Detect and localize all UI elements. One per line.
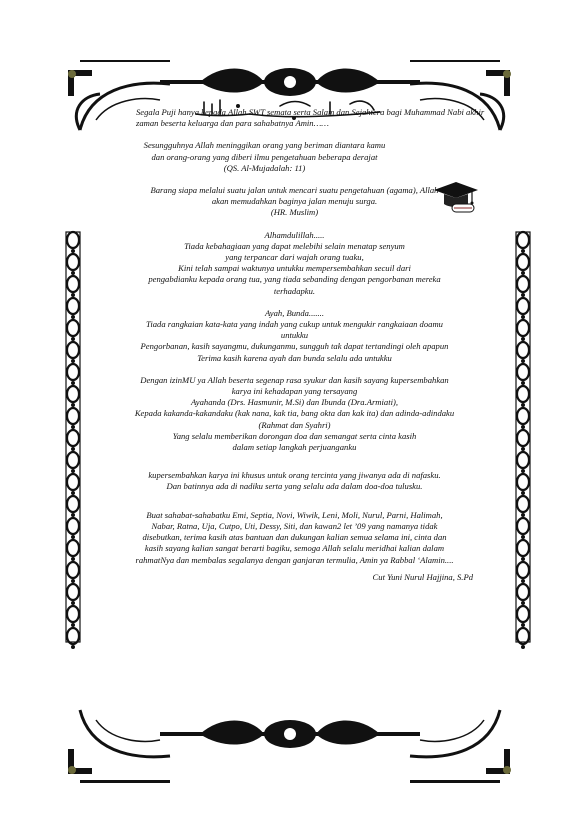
- quran-quote: [92, 140, 497, 174]
- hadith-quote: [92, 185, 497, 219]
- friends-paragraph: [92, 510, 497, 566]
- quote-line: Sesungguhnya Allah meninggikan orang yang beriman diantara kamu: [143, 140, 386, 151]
- text-line: (Rahmat dan Syahri): [258, 419, 331, 430]
- text-line: Ayah, Bunda.......: [265, 307, 324, 318]
- beloved-paragraph: [92, 470, 497, 492]
- text-line: Terima kasih karena ayah dan bunda selalu ada untukku: [197, 352, 392, 363]
- dedication-text: [92, 96, 497, 583]
- text-line: kupersembahkan karya ini khusus untuk orang tercinta yang jiwanya ada di nafasku.: [148, 470, 441, 481]
- text-line: Dengan izinMU ya Allah beserta segenap rasa syukur dan kasih sayang kupersembahkan: [140, 374, 449, 385]
- text-line: Kepada kakanda-kakandaku (kak nana, kak tia, bang okta dan kak ita) dan adinda-adindaku: [134, 408, 455, 419]
- text-line: Buat sahabat-sahabatku Emi, Septia, Novi, Wiwik, Leni, Moli, Nurul, Parni, Halimah,: [146, 509, 443, 520]
- quote-line: Barang siapa melalui suatu jalan untuk mencari suatu pengetahuan (agama), Allah: [150, 185, 439, 196]
- author-signature: Cut Yuni Nurul Hajjina, S.Pd: [372, 571, 473, 582]
- parents-paragraph: [92, 308, 497, 364]
- quote-source: (QS. Al-Mujadalah: 11): [223, 162, 306, 173]
- text-line: yang terpancar dari wajah orang tuaku,: [225, 252, 364, 263]
- text-line: rahmatNya dan membalas segalanya dengan ganjaran termulia, Amin ya Rabbal ‘Alamin....: [135, 554, 454, 565]
- quote-line: dan orang-orang yang diberi ilmu pengetahuan beberapa derajat: [151, 151, 378, 162]
- text-line: terhadapku.: [273, 285, 316, 296]
- text-line: untukku: [280, 330, 309, 341]
- text-line: Tiada kebahagiaan yang dapat melebihi selain menatap senyum: [184, 240, 405, 251]
- text-line: Kini telah sampai waktunya untukku mempersembahkan secuil dari: [178, 263, 411, 274]
- text-line: Dan batinnya ada di nadiku serta yang selalu ada dalam doa-doa tulusku.: [166, 481, 423, 492]
- gratitude-paragraph: [92, 230, 497, 297]
- text-line: kasih sayang kalian sangat berarti bagiku, semoga Allah selalu meridhai kalian dalam: [144, 543, 445, 554]
- quote-source: (HR. Muslim): [270, 207, 319, 218]
- text-line: disebutkan, terima kasih atas bantuan dan dukungan kalian semua selama ini, cinta dan: [142, 532, 447, 543]
- quote-line: akan memudahkan baginya jalan menuju surga.: [211, 196, 378, 207]
- text-line: Nabar, Ratna, Uja, Cutpo, Uti, Dessy, Siti, dan kawan2 let ’09 yang namanya tidak: [151, 520, 438, 531]
- text-line: dalam setiap langkah perjuanganku: [232, 442, 357, 453]
- text-line: pengabdianku kepada orang tua, yang tiada sebanding dengan pengorbanan mereka: [148, 274, 441, 285]
- text-line: Ayahanda (Drs. Hasmunir, M.Si) dan Ibunda (Dra.Armiati),: [191, 397, 398, 408]
- text-line: karya ini kehadapan yang tersayang: [231, 386, 358, 397]
- text-line: Tiada rangkaian kata-kata yang indah yang cukup untuk mengukir rangkaiaan doamu: [146, 319, 443, 330]
- text-line: Alhamdulillah.....: [264, 229, 325, 240]
- text-line: Pengorbanan, kasih sayangmu, dukunganmu, sungguh tak dapat tertandingi oleh apapun: [140, 341, 449, 352]
- opening-paragraph: Segala Puji hanya kepada Allah SWT semata serta Salam dan Sejahtera bagi Muhammad Nabi akhir zaman beserta keluarga dan para sahabatnya Amin……: [136, 107, 485, 129]
- dedication-paragraph: [92, 375, 497, 453]
- text-line: Yang selalu memberikan dorongan doa dan semangat serta cinta kasih: [172, 430, 417, 441]
